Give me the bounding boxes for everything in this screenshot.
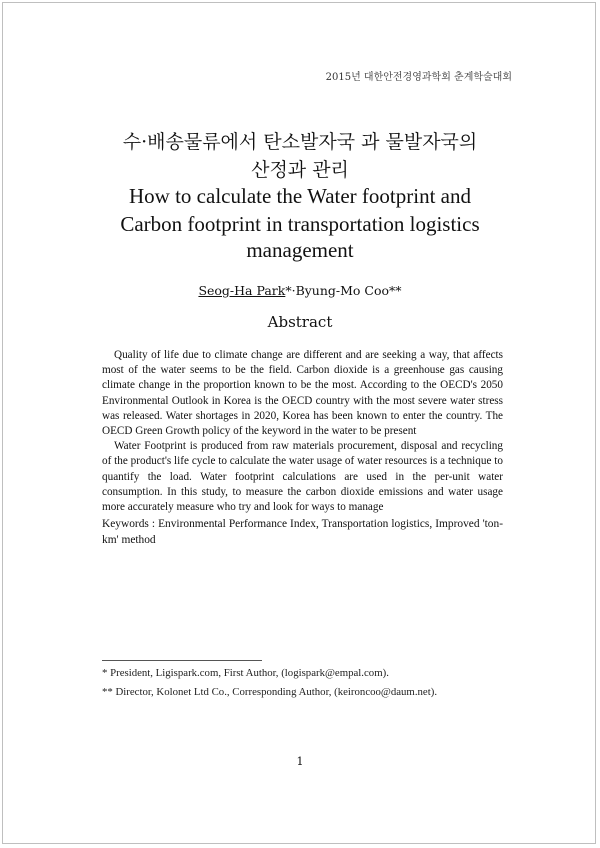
abstract-paragraph-2: Water Footprint is produced from raw materials procurement, disposal and recycling of the product's life cycle to calculate the water usage of water resources is a technique to quantify the load. Water footprint calculations are used in the per-unit water consumption. In this study, to measure the carbon dioxide emissions and water usage more accurately measure who try and look for ways to manage [102, 440, 503, 514]
author-separator: *· [285, 283, 296, 298]
abstract-body [102, 348, 503, 515]
title-english-line-1: How to calculate the Water footprint and [129, 184, 471, 208]
author-line [0, 283, 600, 298]
title-english-line-3: management [246, 238, 354, 262]
title-english-line-2: Carbon footprint in transportation logistics [120, 212, 480, 236]
second-author: Byung-Mo Coo** [295, 283, 402, 298]
running-header: 2015년 대한안전경영과학회 춘계학술대회 [325, 72, 512, 83]
title-korean-line-1: 수·배송물류에서 탄소발자국 과 물발자국의 [122, 131, 478, 153]
keywords: Keywords : Environmental Performance Index, Transportation logistics, Improved 'ton-km' method [102, 518, 503, 546]
abstract-heading: Abstract [267, 313, 333, 331]
abstract-paragraph-1: Quality of life due to climate change are different and are seeking a way, that affects most of the water seems to be the field. Carbon dioxide is a greenhouse gas causing climate change in the proportion known to be the most. According to the OECD's 2050 Environmental Outlook in Korea is the OECD country with the most severe water stress was released. Water shortages in 2020, Korea has been known to enter the country. The OECD Green Growth policy of the keyword in the water to be present [102, 349, 503, 438]
first-author: Seog-Ha Park [198, 283, 286, 298]
footnote-corresponding-author: ** Director, Kolonet Ltd Co., Corresponding Author, (keironcoo@daum.net). [102, 686, 438, 698]
page-number: 1 [296, 755, 304, 768]
title-korean-line-2: 산정과 관리 [251, 159, 349, 181]
footnote-first-author: * President, Ligispark.com, First Author, (logispark@empal.com). [102, 667, 389, 679]
footnote-rule [102, 660, 262, 661]
